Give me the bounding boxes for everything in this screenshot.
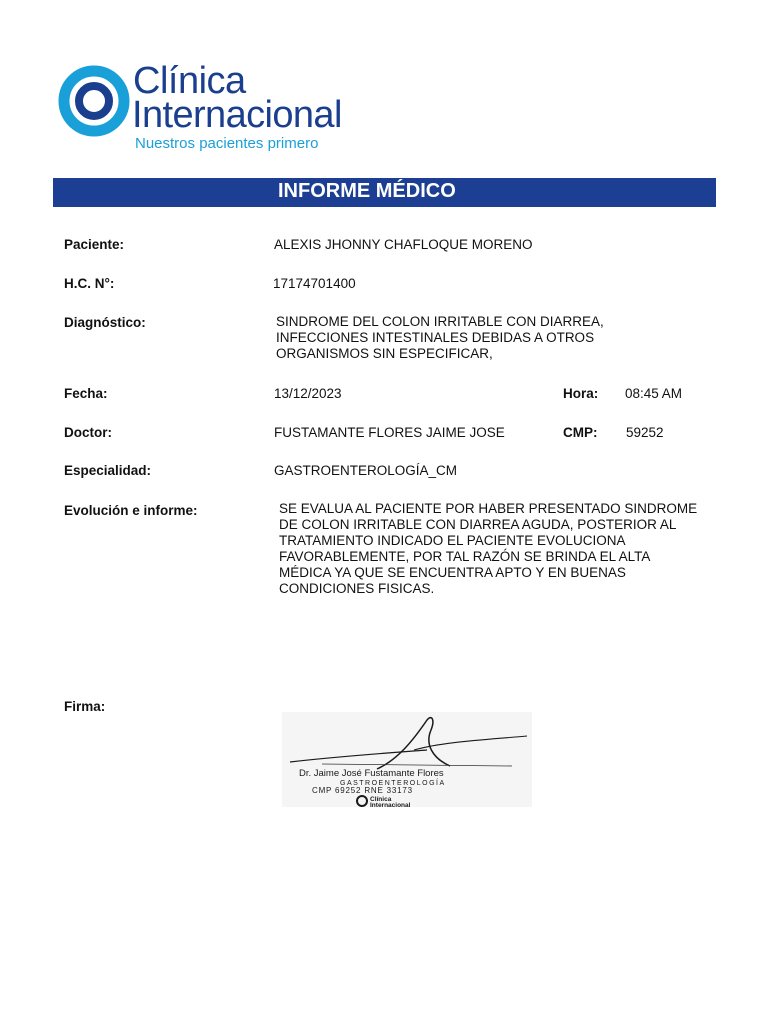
brand-tagline: Nuestros pacientes primero [135,135,319,152]
doctor-signature-stamp [282,712,532,807]
date-label: Fecha: [64,386,108,401]
cmp-value: 59252 [626,425,664,440]
evolution-label: Evolución e informe: [64,503,198,518]
specialty-label: Especialidad: [64,463,152,478]
report-title: INFORME MÉDICO [278,180,456,202]
stamp-name: Dr. Jaime José Fustamante Flores [299,768,444,779]
stamp-logo-line1: Clínica [370,796,392,803]
signature-label: Firma: [64,699,106,714]
stamp-specialty: GASTROENTEROLOGÍA [340,780,446,787]
hc-value: 17174701400 [273,276,356,291]
report-title-bar [53,178,716,207]
stamp-logo-line2: Internacional [370,802,411,807]
time-label: Hora: [563,386,599,401]
doctor-value: FUSTAMANTE FLORES JAIME JOSE [274,425,505,440]
stamp-codes: CMP 69252 RNE 33173 [312,786,413,795]
brand-name-line2: Internacional [132,94,342,136]
brand-name-line1: Clínica [133,60,246,102]
evolution-value: SE EVALUA AL PACIENTE POR HABER PRESENTADO SINDROME DE COLON IRRITABLE CON DIARREA AGUDA, POSTERIOR AL TRATAMIENTO INDICADO EL PACIENTE EVOLUCIONA FAVORABLEMENTE, POR TAL RAZÓN SE BRINDA EL ALTA MÉDICA YA QUE SE ENCUENTRA APTO Y EN BUENAS CONDICIONES FISICAS. [279,501,698,596]
cmp-label: CMP: [563,425,598,440]
doctor-label: Doctor: [64,425,112,440]
specialty-value: GASTROENTEROLOGÍA_CM [274,463,458,478]
patient-label: Paciente: [64,237,125,252]
hc-label: H.C. N°: [64,276,115,291]
date-value: 13/12/2023 [274,386,342,401]
time-value: 08:45 AM [625,386,683,401]
clinic-logo-icon [55,62,133,140]
patient-value: ALEXIS JHONNY CHAFLOQUE MORENO [274,237,533,252]
diagnosis-value: SINDROME DEL COLON IRRITABLE CON DIARREA, INFECCIONES INTESTINALES DEBIDAS A OTROS ORGANISMOS SIN ESPECIFICAR, [276,314,604,361]
diagnosis-label: Diagnóstico: [64,315,146,330]
